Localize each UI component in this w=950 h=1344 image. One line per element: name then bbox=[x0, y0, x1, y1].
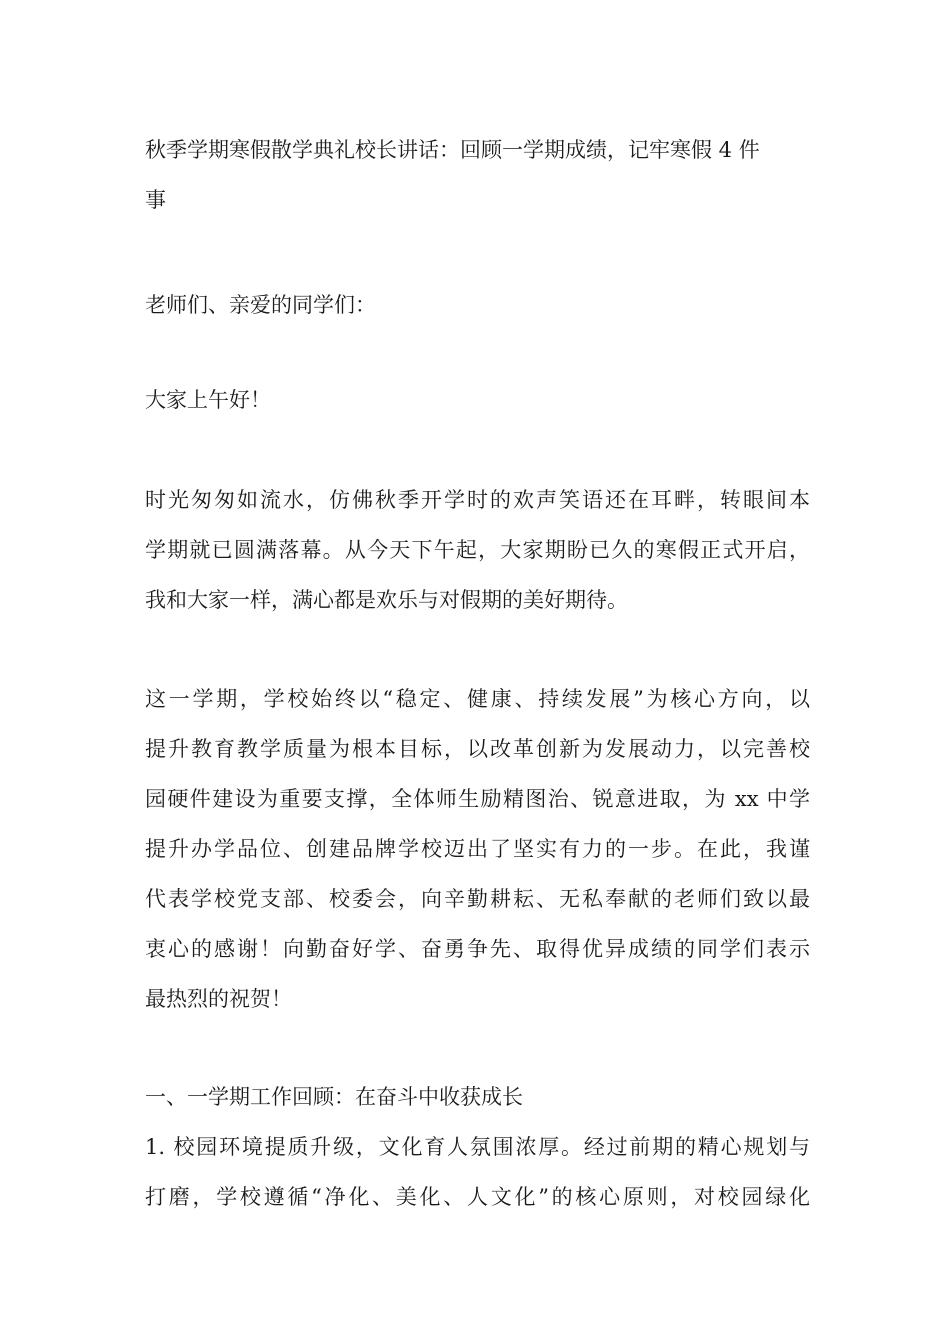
paragraph-1-line-1: 时光匆匆如流水，仿佛秋季开学时的欢声笑语还在耳畔，转眼间本 bbox=[145, 488, 810, 512]
title-line-2: 事 bbox=[145, 188, 166, 212]
greeting: 大家上午好！ bbox=[145, 388, 271, 412]
paragraph-2-line-1: 这一学期，学校始终以“稳定、健康、持续发展”为核心方向，以 bbox=[145, 687, 810, 711]
title-line-1: 秋季学期寒假散学典礼校长讲话：回顾一学期成绩，记牢寒假 4 件 bbox=[145, 138, 760, 162]
section-1-item-1-line-1: 1. 校园环境提质升级，文化育人氛围浓厚。经过前期的精心规划与 bbox=[145, 1135, 810, 1159]
section-1-heading: 一、一学期工作回顾：在奋斗中收获成长 bbox=[145, 1085, 523, 1109]
paragraph-1-line-2: 学期就已圆满落幕。从今天下午起，大家期盼已久的寒假正式开启， bbox=[145, 538, 810, 562]
paragraph-2-line-6: 衷心的感谢！向勤奋好学、奋勇争先、取得优异成绩的同学们表示 bbox=[145, 937, 810, 961]
paragraph-1-line-3: 我和大家一样，满心都是欢乐与对假期的美好期待。 bbox=[145, 588, 628, 612]
paragraph-2-line-4: 提升办学品位、创建品牌学校迈出了坚实有力的一步。在此，我谨 bbox=[145, 837, 810, 861]
paragraph-2-line-5: 代表学校党支部、校委会，向辛勤耕耘、无私奉献的老师们致以最 bbox=[145, 887, 810, 911]
paragraph-2-line-7: 最热烈的祝贺！ bbox=[145, 987, 292, 1011]
paragraph-2-line-2: 提升教育教学质量为根本目标，以改革创新为发展动力，以完善校 bbox=[145, 737, 810, 761]
salutation: 老师们、亲爱的同学们： bbox=[145, 293, 376, 317]
paragraph-2-line-3: 园硬件建设为重要支撑，全体师生励精图治、锐意进取，为 xx 中学 bbox=[145, 787, 810, 811]
section-1-item-1-line-2: 打磨，学校遵循“净化、美化、人文化”的核心原则，对校园绿化 bbox=[145, 1185, 810, 1209]
